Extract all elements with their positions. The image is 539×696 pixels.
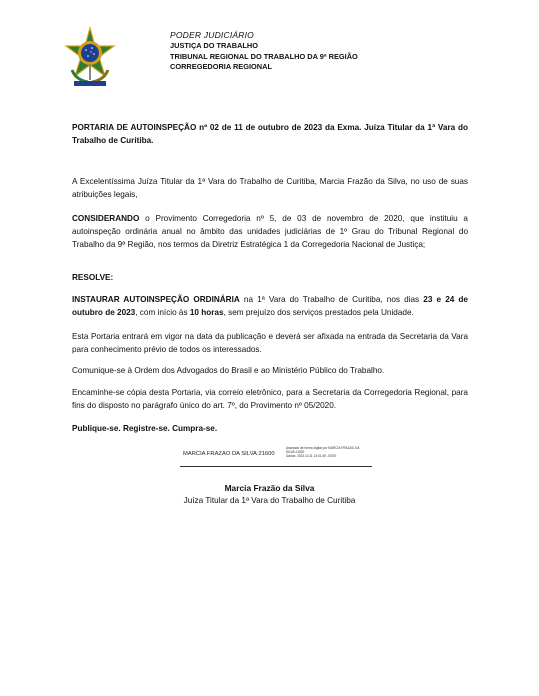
instaurar-text-3: , sem prejuízo dos serviços prestados pela Unidade.: [223, 308, 414, 318]
header-line-corregedoria: CORREGEDORIA REGIONAL: [170, 62, 272, 71]
signer-name: Marcia Frazão da Silva: [224, 483, 315, 493]
paragraph-comunique: Comunique-se à Ordem dos Advogados do Brasil e ao Ministério Público do Trabalho.: [72, 366, 385, 375]
closing-formula: Publique-se. Registre-se. Cumpra-se.: [72, 424, 218, 433]
digital-signature-stamp: MARCIA FRAZAO DA SILVA:21600: [183, 451, 275, 457]
document-title: PORTARIA DE AUTOINSPEÇÃO nº 02 de 11 de outubro de 2023 da Exma. Juíza Titular da 1ª Vara do Trabalho de Curitiba.: [72, 123, 468, 146]
header-line-tribunal: TRIBUNAL REGIONAL DO TRABALHO DA 9ª REGIÃO: [170, 51, 358, 61]
signer-role: Juíza Titular da 1ª Vara do Trabalho de Curitiba: [183, 496, 356, 505]
signature-meta-line-2: SILVA:21600: [286, 450, 305, 455]
signature-meta-line-1: Assinado de forma digital por MARCIA FRAZAO DA: [286, 446, 360, 450]
inspection-time: 10 horas: [189, 308, 224, 318]
signature-meta-line-3: Dados: 2023.10.11 14:41:49 -03'00': [286, 454, 337, 459]
paragraph-vigor: Esta Portaria entrará em vigor na data da publicação e deverá ser afixada na entrada da Secretaria da Vara para conhecimento prévio de todos os interessados.: [72, 332, 468, 355]
instaurar-text-2: , com início às: [135, 308, 190, 318]
coat-of-arms-icon: [62, 26, 118, 88]
instaurar-label: INSTAURAR AUTOINSPEÇÃO ORDINÁRIA: [72, 295, 240, 304]
paragraph-intro: A Excelentíssima Juíza Titular da 1ª Vara do Trabalho de Curitiba, Marcia Frazão da Silva, no uso de suas atribuições legais,: [72, 177, 468, 200]
letterhead: [170, 30, 358, 73]
paragraph-instaurar: [72, 293, 468, 319]
inspection-dates: 23 e 24 de outubro de 2023: [72, 295, 468, 318]
header-line-power: PODER JUDICIÁRIO: [170, 30, 254, 40]
paragraph-encaminhe: Encaminhe-se cópia desta Portaria, via correio eletrônico, para a Secretaria da Corregedoria Regional, para fins do disposto no parágrafo único do art. 7º, do Provimento nº 05/2020.: [72, 388, 468, 411]
paragraph-considerando: [72, 212, 468, 252]
header-line-justice: JUSTIÇA DO TRABALHO: [170, 41, 259, 50]
considerando-text: o Provimento Corregedoria nº 5, de 03 de novembro de 2020, que instituiu a autoinspeção ordinária anual no âmbito das unidades judiciárias de 1º Grau do Tribunal Regional do Trabalho da 9ª Região, nos termos da Diretriz Estratégica 1 da Corregedoria Nacional de Justiça;: [72, 214, 468, 250]
instaurar-text-1: na 1ª Vara do Trabalho de Curitiba, nos dias: [239, 295, 424, 304]
resolve-heading: RESOLVE:: [72, 273, 114, 282]
signature-line: [180, 466, 372, 467]
digital-signature-meta: [286, 446, 376, 459]
considerando-label: CONSIDERANDO: [72, 214, 140, 223]
